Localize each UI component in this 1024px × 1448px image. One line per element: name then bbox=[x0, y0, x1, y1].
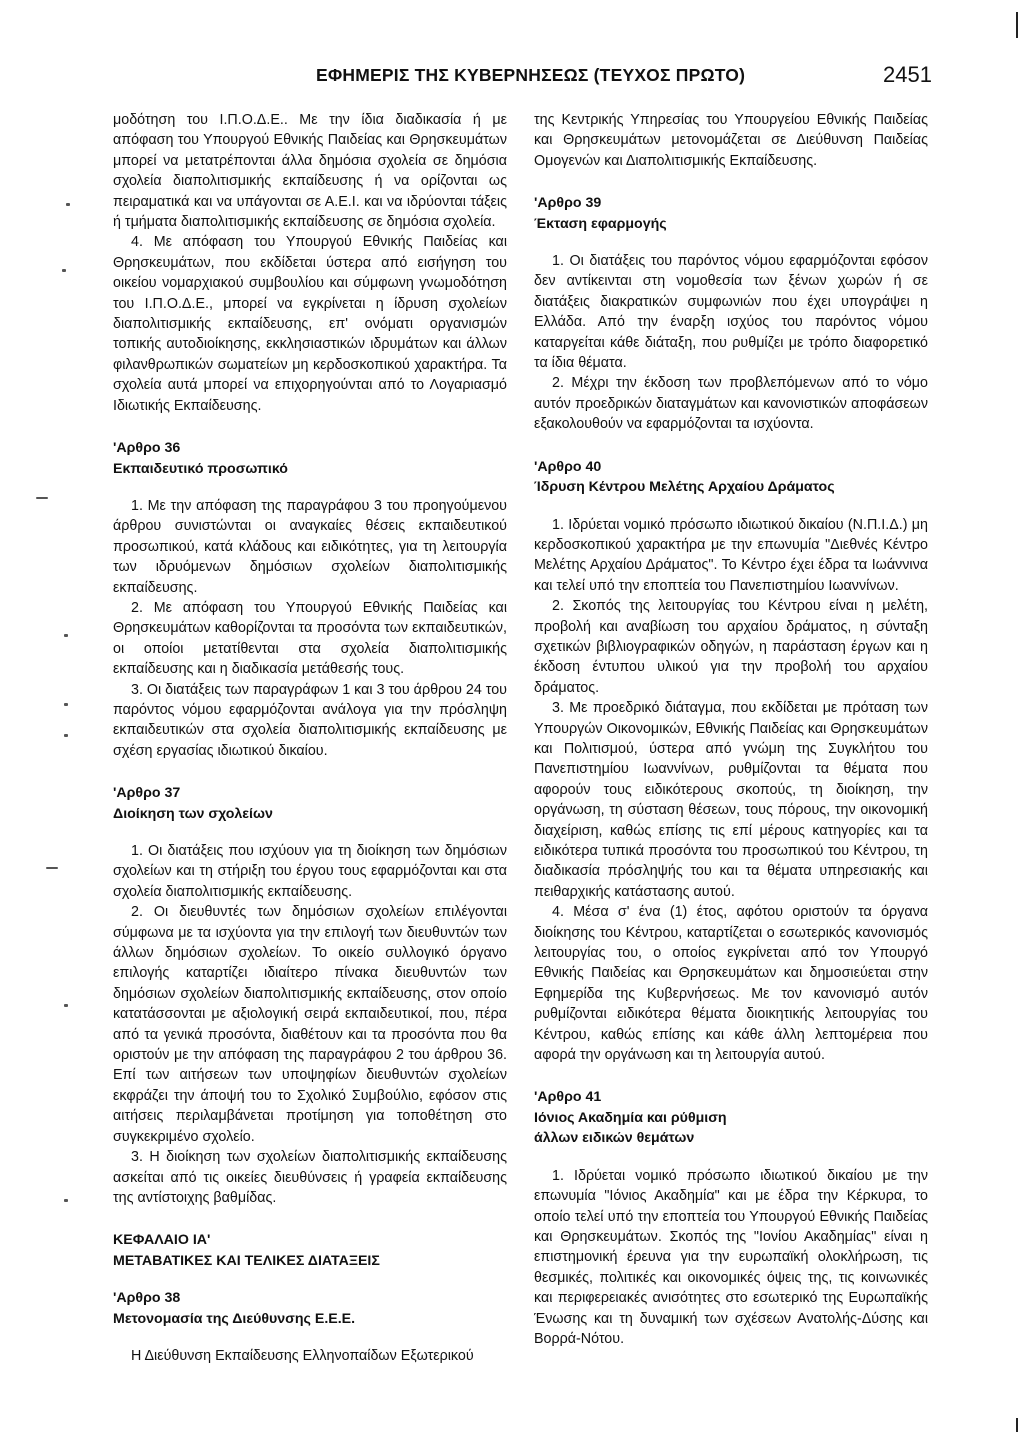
paragraph: μοδότηση του Ι.Π.Ο.Δ.Ε.. Με την ίδια διαδικασία ή με απόφαση του Υπουργού Εθνικής Παιδείας και Θρησκευμάτων μπορεί να μετατρέπονται άλλα δημόσια σχολεία σε δημόσια σχολεία διαπολιτισμικής εκπαίδευσης ή να ορίζονται ως πειραματικά και να υπάγονται σε Α.Ε.Ι. και να ιδρύονται τάξεις ή τμήματα διαπολιτισμικής εκπαίδευσης σε δημόσια σχολεία. bbox=[113, 112, 507, 231]
margin-speck bbox=[64, 703, 68, 706]
paragraph: 1. Ιδρύεται νομικό πρόσωπο ιδιωτικού δικαίου με την επωνυμία "Ιόνιος Ακαδημία" και με έδρα την Κέρκυρα, το οποίο τελεί υπό την εποπτεία του Υπουργού Εθνικής Παιδείας και Θρησκευμάτων. Σκοπός της "Ιονίου Ακαδημίας" είναι η επιστημονική έρευνα για την ευρωπαϊκή ολοκλήρωση, τις θεσμικές, πολιτικές και οικονομικές όψεις της, τις κοινωνικές και περιφερειακές ανισότητες στο εσωτερικό της Ευρωπαϊκής Ένωσης και τη δυναμική των σχέσεων Ανατολής-Δύσης και Βορρά-Νότου. bbox=[534, 1167, 928, 1347]
margin-speck bbox=[64, 1004, 68, 1007]
page-edge-mark-top bbox=[1016, 12, 1018, 38]
paragraph: 4. Με απόφαση του Υπουργού Εθνικής Παιδείας και Θρησκευμάτων, που εκδίδεται ύστερα από εισήγηση του οικείου νομαρχιακού συμβουλίου και σύμφωνη γνωμοδότηση του Ι.Π.Ο.Δ.Ε., μπορεί να εγκρίνεται η ίδρυση σχολείων διαπολιτισμικής εκπαίδευσης, επ' ονόματι οργανισμών τοπικής αυτοδιοίκησης, εκκλησιαστικών ιδρυμάτων και άλλων φιλανθρωπικών σωματείων μη κερδοσκοπικού χαρακτήρα. Τα σχολεία αυτά μπορεί να επιχορηγούνται από το Λογαριασμό Ιδιωτικής Εκπαίδευσης. bbox=[113, 234, 507, 414]
paragraph: 3. Η διοίκηση των σχολείων διαπολιτισμικής εκπαίδευσης ασκείται από τις οικείες διευθύνσεις ή γραφεία εκπαίδευσης της αντίστοιχης βαθμίδας. bbox=[113, 1149, 507, 1206]
margin-speck bbox=[64, 1199, 68, 1202]
article-title: Διοίκηση των σχολείων bbox=[113, 805, 273, 822]
paragraph: 1. Με την απόφαση της παραγράφου 3 του προηγούμενου άρθρου συνιστώνται οι αναγκαίες θέσεις εκπαιδευτικού προσωπικού, κατά κλάδους και ειδικότητες, για τη λειτουργία των ιδρυόμενων δημόσιων σχολείων διαπολιτισμικής εκπαίδευσης. bbox=[113, 497, 507, 596]
paragraph: 1. Ιδρύεται νομικό πρόσωπο ιδιωτικού δικαίου (Ν.Π.Ι.Δ.) μη κερδοσκοπικού χαρακτήρα με την επωνυμία "Διεθνές Κέντρο Μελέτης Αρχαίου Δράματος". Το Κέντρο έχει έδρα τα Ιωάννινα και τελεί υπό την εποπτεία του Πανεπιστημίου Ιωαννίνων. bbox=[534, 516, 928, 594]
paragraph: 2. Σκοπός της λειτουργίας του Κέντρου είναι η μελέτη, προβολή και αναβίωση του αρχαίου δράματος, η σύνταξη σχετικών βιβλιογραφικών οδηγών, η παράσταση έργων και η έκδοση έντυπου υλικού για την προβολή του αρχαίου δράματος. bbox=[534, 598, 928, 696]
article-title: Ιόνιος Ακαδημία και ρύθμιση bbox=[534, 1109, 727, 1126]
margin-speck bbox=[64, 634, 68, 637]
article-number: 'Αρθρο 40 bbox=[534, 458, 602, 475]
gazette-title: ΕΦΗΜΕΡΙΣ ΤΗΣ ΚΥΒΕΡΝΗΣΕΩΣ (ΤΕΥΧΟΣ ΠΡΩΤΟ) bbox=[316, 65, 746, 85]
page-header bbox=[100, 62, 942, 96]
margin-speck bbox=[64, 734, 68, 737]
margin-speck bbox=[36, 497, 48, 499]
chapter-title: ΜΕΤΑΒΑΤΙΚΕΣ ΚΑΙ ΤΕΛΙΚΕΣ ΔΙΑΤΑΞΕΙΣ bbox=[113, 1252, 380, 1269]
margin-speck bbox=[46, 867, 58, 869]
paragraph: 1. Οι διατάξεις του παρόντος νόμου εφαρμόζονται εφόσον δεν αντίκεινται στη νομοθεσία των ξένων χωρών ή σε διατάξεις διακρατικών συμφωνιών που έχει υπογράψει η Ελλάδα. Από την έναρξη ισχύος του παρόντος νόμου καταργείται κάθε διάταξη, που ρυθμίζει με τρόπο διαφορετικό τα ίδια θέματα. bbox=[534, 253, 928, 372]
paragraph: 2. Οι διευθυντές των δημόσιων σχολείων επιλέγονται σύμφωνα με τα ισχύοντα για την επιλογή των διευθυντών των άλλων δημόσιων σχολείων. Το οικείο συλλογικό όργανο επιλογής καταρτίζει ιδιαίτερο πίνακα διευθυντών των δημόσιων σχολείων διαπολιτισμικής εκπαίδευσης, στον οποίο κατατάσσονται με αξιολογική σειρά εκπαιδευτικοί, που, πέρα από τα γενικά προσόντα, διαθέτουν και τα προσόντα που θα οριστούν με την απόφαση της παραγράφου 2 του άρθρου 36. Επί των αιτήσεων των υποψηφίων διευθυντών σχολείων εκφράζει την άποψή του το Σχολικό Συμβούλιο, εφόσον στις αιτήσεις περιλαμβάνεται προτίμηση για τοποθέτηση στο συγκεκριμένο σχολείο. bbox=[113, 904, 507, 1145]
paragraph: 3. Οι διατάξεις των παραγράφων 1 και 3 του άρθρου 24 του παρόντος νόμου εφαρμόζονται ανάλογα για την πρόσληψη εκπαιδευτικών στα σχολεία διαπολιτισμικής εκπαίδευσης με σχέση εργασίας ιδιωτικού δικαίου. bbox=[113, 681, 507, 759]
article-title: Ίδρυση Κέντρου Μελέτης Αρχαίου Δράματος bbox=[534, 479, 835, 496]
chapter-number: ΚΕΦΑΛΑΙΟ ΙΑ' bbox=[113, 1232, 211, 1249]
paragraph: 2. Μέχρι την έκδοση των προβλεπόμενων από το νόμο αυτόν προεδρικών διαταγμάτων και κανονιστικών αποφάσεων εξακολουθούν να εφαρμόζονται τα ισχύοντα. bbox=[534, 375, 928, 433]
article-number: 'Αρθρο 36 bbox=[113, 440, 181, 457]
right-column bbox=[534, 110, 928, 1349]
margin-speck bbox=[62, 269, 66, 272]
page-number: 2451 bbox=[883, 62, 932, 87]
article-number: 'Αρθρο 39 bbox=[534, 195, 602, 212]
page-edge-mark-bottom bbox=[1016, 1418, 1018, 1432]
paragraph: 1. Οι διατάξεις που ισχύουν για τη διοίκηση των δημόσιων σχολείων και τη στήριξη του έργου τους εφαρμόζονται και στα σχολεία διαπολιτισμικής εκπαίδευσης. bbox=[113, 843, 507, 900]
margin-speck bbox=[66, 203, 70, 206]
article-number: 'Αρθρο 37 bbox=[113, 785, 181, 802]
article-title: άλλων ειδικών θεμάτων bbox=[534, 1130, 695, 1147]
article-number: 'Αρθρο 38 bbox=[113, 1290, 181, 1307]
paragraph: 4. Μέσα σ' ένα (1) έτος, αφότου οριστούν τα όργανα διοίκησης του Κέντρου, καταρτίζεται ο εσωτερικός κανονισμός λειτουργίας του, ο οποίος εγκρίνεται από τον Υπουργό Εθνικής Παιδείας και Θρησκευμάτων και δημοσιεύεται στην Εφημερίδα της Κυβερνήσεως. Με τον κανονισμό αυτόν ρυθμίζονται ειδικότερα θέματα διοικητικής λειτουργίας του Κέντρου, καθώς επίσης και κάθε άλλη λεπτομέρεια που αφορά την οργάνωση και τη λειτουργία αυτού. bbox=[534, 904, 928, 1064]
article-number: 'Αρθρο 41 bbox=[534, 1089, 602, 1106]
article-title: Εκπαιδευτικό προσωπικό bbox=[113, 460, 288, 477]
left-column bbox=[113, 110, 507, 1366]
paragraph: 3. Με προεδρικό διάταγμα, που εκδίδεται με πρόταση των Υπουργών Οικονομικών, Εθνικής Παιδείας και Θρησκευμάτων και Πολιτισμού, ύστερα από γνώμη της Συγκλήτου του Πανεπιστημίου Ιωαννίνων, ρυθμίζονται τα θέματα που αφορούν τους ειδικότερους σκοπούς, τη διοίκηση, την οργάνωση, τη σύσταση θέσεων, τους πόρους, την οικονομική διαχείριση, καθώς επίσης τις επί μέρους κατηγορίες και τα ειδικότερα τυπικά προσόντα του προσωπικού του Κέντρου, τη διαδικασία πρόσληψής του και τα θέματα υπηρεσιακής και πειθαρχικής κατάστασης αυτού. bbox=[534, 700, 928, 900]
paragraph: 2. Με απόφαση του Υπουργού Εθνικής Παιδείας και Θρησκευμάτων καθορίζονται τα προσόντα των εκπαιδευτικών, οι οποίοι μετατίθενται στα σχολεία διαπολιτισμικής εκπαίδευσης και η διαδικασία μετάθεσής τους. bbox=[113, 599, 507, 678]
article-title: Μετονομασία της Διεύθυνσης Ε.Ε.Ε. bbox=[113, 1310, 356, 1327]
paragraph: Η Διεύθυνση Εκπαίδευσης Ελληνοπαίδων Εξωτερικού bbox=[131, 1347, 474, 1364]
article-title: Έκταση εφαρμογής bbox=[534, 215, 667, 232]
paragraph: της Κεντρικής Υπηρεσίας του Υπουργείου Εθνικής Παιδείας και Θρησκευμάτων μετονομάζεται σε Διεύθυνση Παιδείας Ομογενών και Διαπολιτισμικής Εκπαίδευσης. bbox=[534, 112, 928, 169]
